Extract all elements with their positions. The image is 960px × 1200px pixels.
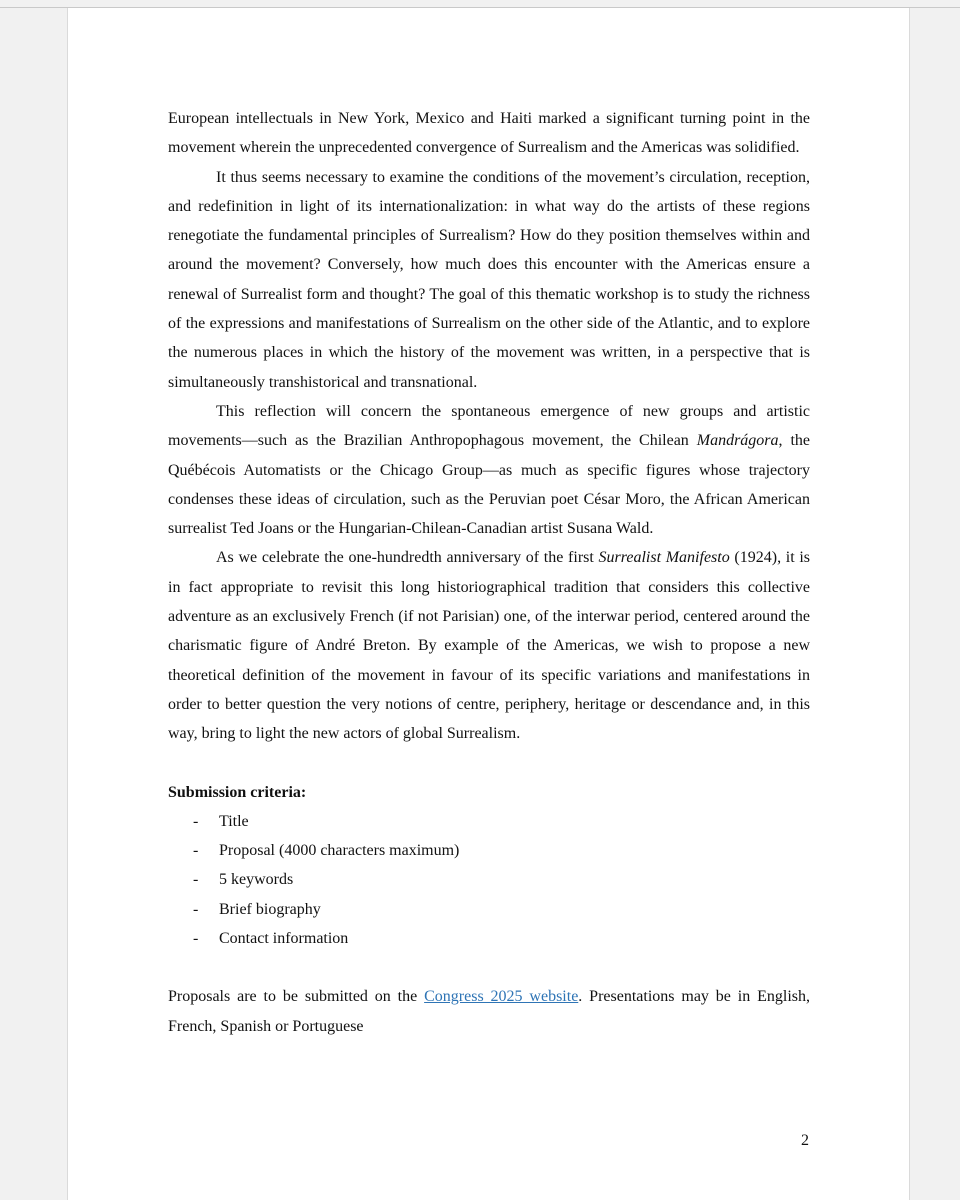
page-number: 2 (801, 1132, 809, 1149)
italic-title-manifesto: Surrealist Manifesto (598, 549, 730, 567)
list-dash: - (193, 930, 199, 948)
text-run: . Presentations may be in English, French, Spanish or Portuguese (168, 988, 810, 1035)
document-page (67, 8, 910, 1200)
page-content (168, 104, 810, 1041)
list-dash: - (193, 871, 199, 889)
italic-title-mandragora: Mandrágora (696, 432, 779, 450)
list-dash: - (193, 900, 199, 918)
list-item-text: Brief biography (219, 900, 321, 918)
paragraph-intellectuals: European intellectuals in New York, Mexico and Haiti marked a significant turning point in the movement wherein the unprecedented convergence of Surrealism and the Americas was solidified. (168, 110, 810, 157)
paragraph-reflection (168, 397, 810, 543)
list-item-text: Contact information (219, 930, 349, 948)
list-item-text: Proposal (4000 characters maximum) (219, 842, 460, 860)
list-item (168, 895, 810, 924)
criteria-list (168, 807, 810, 953)
list-item (168, 865, 810, 894)
text-run: Proposals are to be submitted on the (168, 988, 425, 1006)
text-run: As we celebrate the one-hundredth anniversary of the first (216, 549, 599, 567)
list-item (168, 924, 810, 953)
text-run: This reflection will concern the spontaneous emergence of new groups and artistic movements—such as the Brazilian Anthropophagous movement, the Chilean (168, 402, 810, 450)
paragraph-submission (168, 982, 810, 1041)
list-dash: - (193, 842, 199, 860)
submission-criteria-heading: Submission criteria: (168, 783, 307, 801)
paragraph-anniversary (168, 543, 810, 748)
text-run: , the Québécois Automatists or the Chicago Group—as much as specific figures whose trajectory condenses these ideas of circulation, such as the Peruvian poet César Moro, the African American surrealist Ted Joans or the Hungarian-Chilean-Canadian artist Susana Wald. (168, 432, 810, 538)
list-dash: - (193, 812, 199, 830)
list-item-text: Title (219, 812, 249, 830)
text-run: (1924), it is in fact appropriate to revisit this long historiographical tradition that considers this collective adventure as an exclusively French (if not Parisian) one, of the interwar period, centered around the charismatic figure of André Breton. By example of the Americas, we wish to propose a new theoretical definition of the movement in favour of its specific variations and manifestations in order to better question the very notions of centre, periphery, heritage or descendance and, in this way, bring to light the new actors of global Surrealism. (168, 549, 811, 743)
list-item (168, 807, 810, 836)
paragraph-circulation: It thus seems necessary to examine the conditions of the movement’s circulation, reception, and redefinition in light of its internationalization: in what way do the artists of these regions renegotiate the fundamental principles of Surrealism? How do they position themselves within and around the movement? Conversely, how much does this encounter with the Americas ensure a renewal of Surrealist form and thought? The goal of this thematic workshop is to study the richness of the expressions and manifestations of Surrealism on the other side of the Atlantic, and to explore the numerous places in which the history of the movement was written, in a perspective that is simultaneously transhistorical and transnational. (168, 168, 810, 391)
list-item-text: 5 keywords (219, 871, 294, 889)
congress-website-link[interactable]: Congress 2025 website (424, 988, 579, 1006)
list-item (168, 836, 810, 865)
